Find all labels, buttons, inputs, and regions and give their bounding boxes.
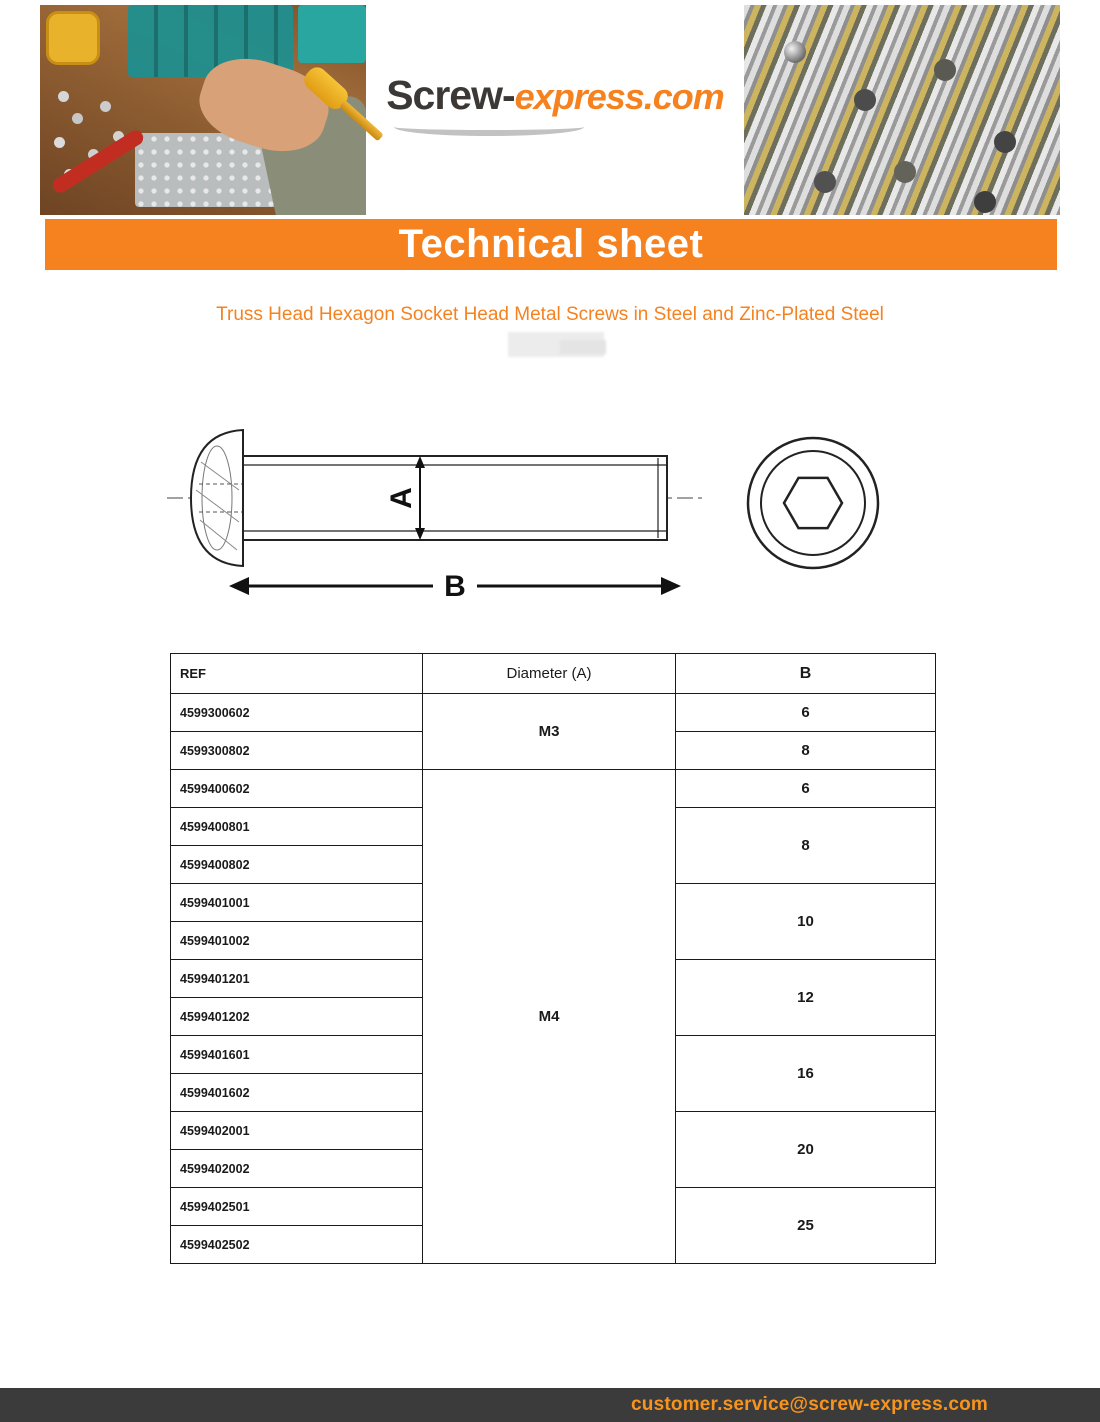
length-cell: 6 [676,694,936,732]
ref-cell: 4599401002 [171,922,423,960]
ref-cell: 4599401001 [171,884,423,922]
dimension-arrow-b [229,570,681,603]
contact-email: customer.service@screw-express.com [631,1394,988,1415]
ref-cell: 4599400602 [171,770,423,808]
page-title: Truss Head Hexagon Socket Head Metal Screws in Steel and Zinc-Plated Steel [216,304,884,325]
footer-bar [0,1388,1100,1422]
logo-text-orange: express.com [514,76,724,117]
ref-cell: 4599402001 [171,1112,423,1150]
header-ref: REF [171,654,423,694]
length-cell: 8 [676,808,936,884]
ref-cell: 4599401201 [171,960,423,998]
logo-swoosh [394,118,584,136]
scattered-washers [58,91,69,102]
length-cell: 10 [676,884,936,960]
ref-cell: 4599401601 [171,1036,423,1074]
length-cell: 6 [676,770,936,808]
length-cell: 8 [676,732,936,770]
red-screwdriver [50,128,146,196]
screwdriver-shaft [339,100,384,141]
ref-cell: 4599401602 [171,1074,423,1112]
header-b: B [676,654,936,694]
ref-cell: 4599402501 [171,1188,423,1226]
ref-cell: 4599402502 [171,1226,423,1264]
banner-title: Technical sheet [398,222,704,266]
length-cell: 25 [676,1188,936,1264]
spec-table [170,653,936,1264]
dimension-label-a: A [384,487,418,509]
screw-side-view-diagram [165,418,705,613]
table-header-row [171,654,936,694]
dimension-label-b: B [444,570,466,603]
diameter-cell: M3 [423,694,676,770]
length-cell: 12 [676,960,936,1036]
screw-shaft [243,456,667,540]
screw-front-view-diagram [738,428,888,578]
technical-sheet-banner [45,219,1057,270]
screws-pile-photo [744,5,1060,215]
ref-cell: 4599401202 [171,998,423,1036]
ref-cell: 4599300802 [171,732,423,770]
ref-cell: 4599402002 [171,1150,423,1188]
head-outer-circle [748,438,878,568]
screw-heads [784,41,806,63]
logo-text-dark: Screw- [386,72,515,118]
truss-head [191,430,243,566]
watermark-artifact [560,340,606,354]
ref-cell: 4599400801 [171,808,423,846]
length-cell: 16 [676,1036,936,1112]
table-row [171,770,936,808]
table-row [171,694,936,732]
length-cell: 20 [676,1112,936,1188]
brand-logo [366,72,744,119]
spec-table-body [171,694,936,1264]
tape-measure [46,11,100,65]
ref-cell: 4599400802 [171,846,423,884]
diameter-cell: M4 [423,770,676,1264]
logo-area [366,0,744,215]
ref-cell: 4599300602 [171,694,423,732]
header-diameter: Diameter (A) [423,654,676,694]
